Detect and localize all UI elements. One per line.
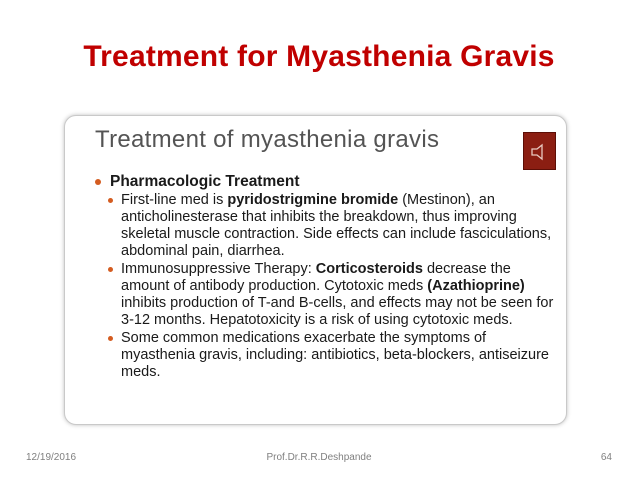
- item2-prefix: Immunosuppressive Therapy:: [121, 261, 316, 277]
- item2-rest: inhibits production of T-and B-cells, and effects may not be seen for 3-12 months. Hepatotoxicity is a risk of using cytotoxic meds.: [121, 295, 554, 328]
- bullet-immunosuppressive: [93, 261, 559, 329]
- item2-bold2: (Azathioprine): [427, 278, 525, 294]
- slide-title: Treatment for Myasthenia Gravis: [83, 40, 555, 73]
- bullet-first-line: [93, 192, 559, 260]
- item1-prefix: First-line med is: [121, 192, 228, 208]
- bullet-exacerbate: [93, 330, 559, 381]
- footer-page-number: 64: [600, 452, 612, 463]
- embedded-slide-image: [64, 115, 567, 425]
- embedded-slide-title: Treatment of myasthenia gravis: [95, 126, 440, 153]
- bullet-dot: [95, 179, 101, 185]
- embedded-slide-content: [93, 173, 559, 382]
- bullet-dot: [108, 336, 113, 341]
- item3-text: Some common medications exacerbate the symptoms of myasthenia gravis, including: antibiotics, beta-blockers, antiseizure meds.: [121, 330, 549, 380]
- item2-mid: decrease the amount of antibody production. Cytotoxic meds: [121, 261, 511, 294]
- bullet-pharmacologic: [93, 173, 559, 190]
- sound-button[interactable]: [523, 132, 556, 170]
- speaker-icon: [530, 142, 550, 162]
- item1-bold: pyridostrigmine bromide: [227, 192, 399, 208]
- bullet-dot: [108, 267, 113, 272]
- footer-author: Prof.Dr.R.R.Deshpande: [266, 452, 372, 463]
- footer-date: 12/19/2016: [26, 452, 77, 463]
- heading-text: Pharmacologic Treatment: [110, 173, 300, 190]
- item1-rest: (Mestinon), an anticholinesterase that inhibits the breakdown, thus improving skeletal muscle contraction. Side effects can include fasciculations, abdominal pain, diarrhea.: [121, 192, 552, 259]
- item2-bold1: Corticosteroids: [315, 261, 423, 277]
- bullet-dot: [108, 198, 113, 203]
